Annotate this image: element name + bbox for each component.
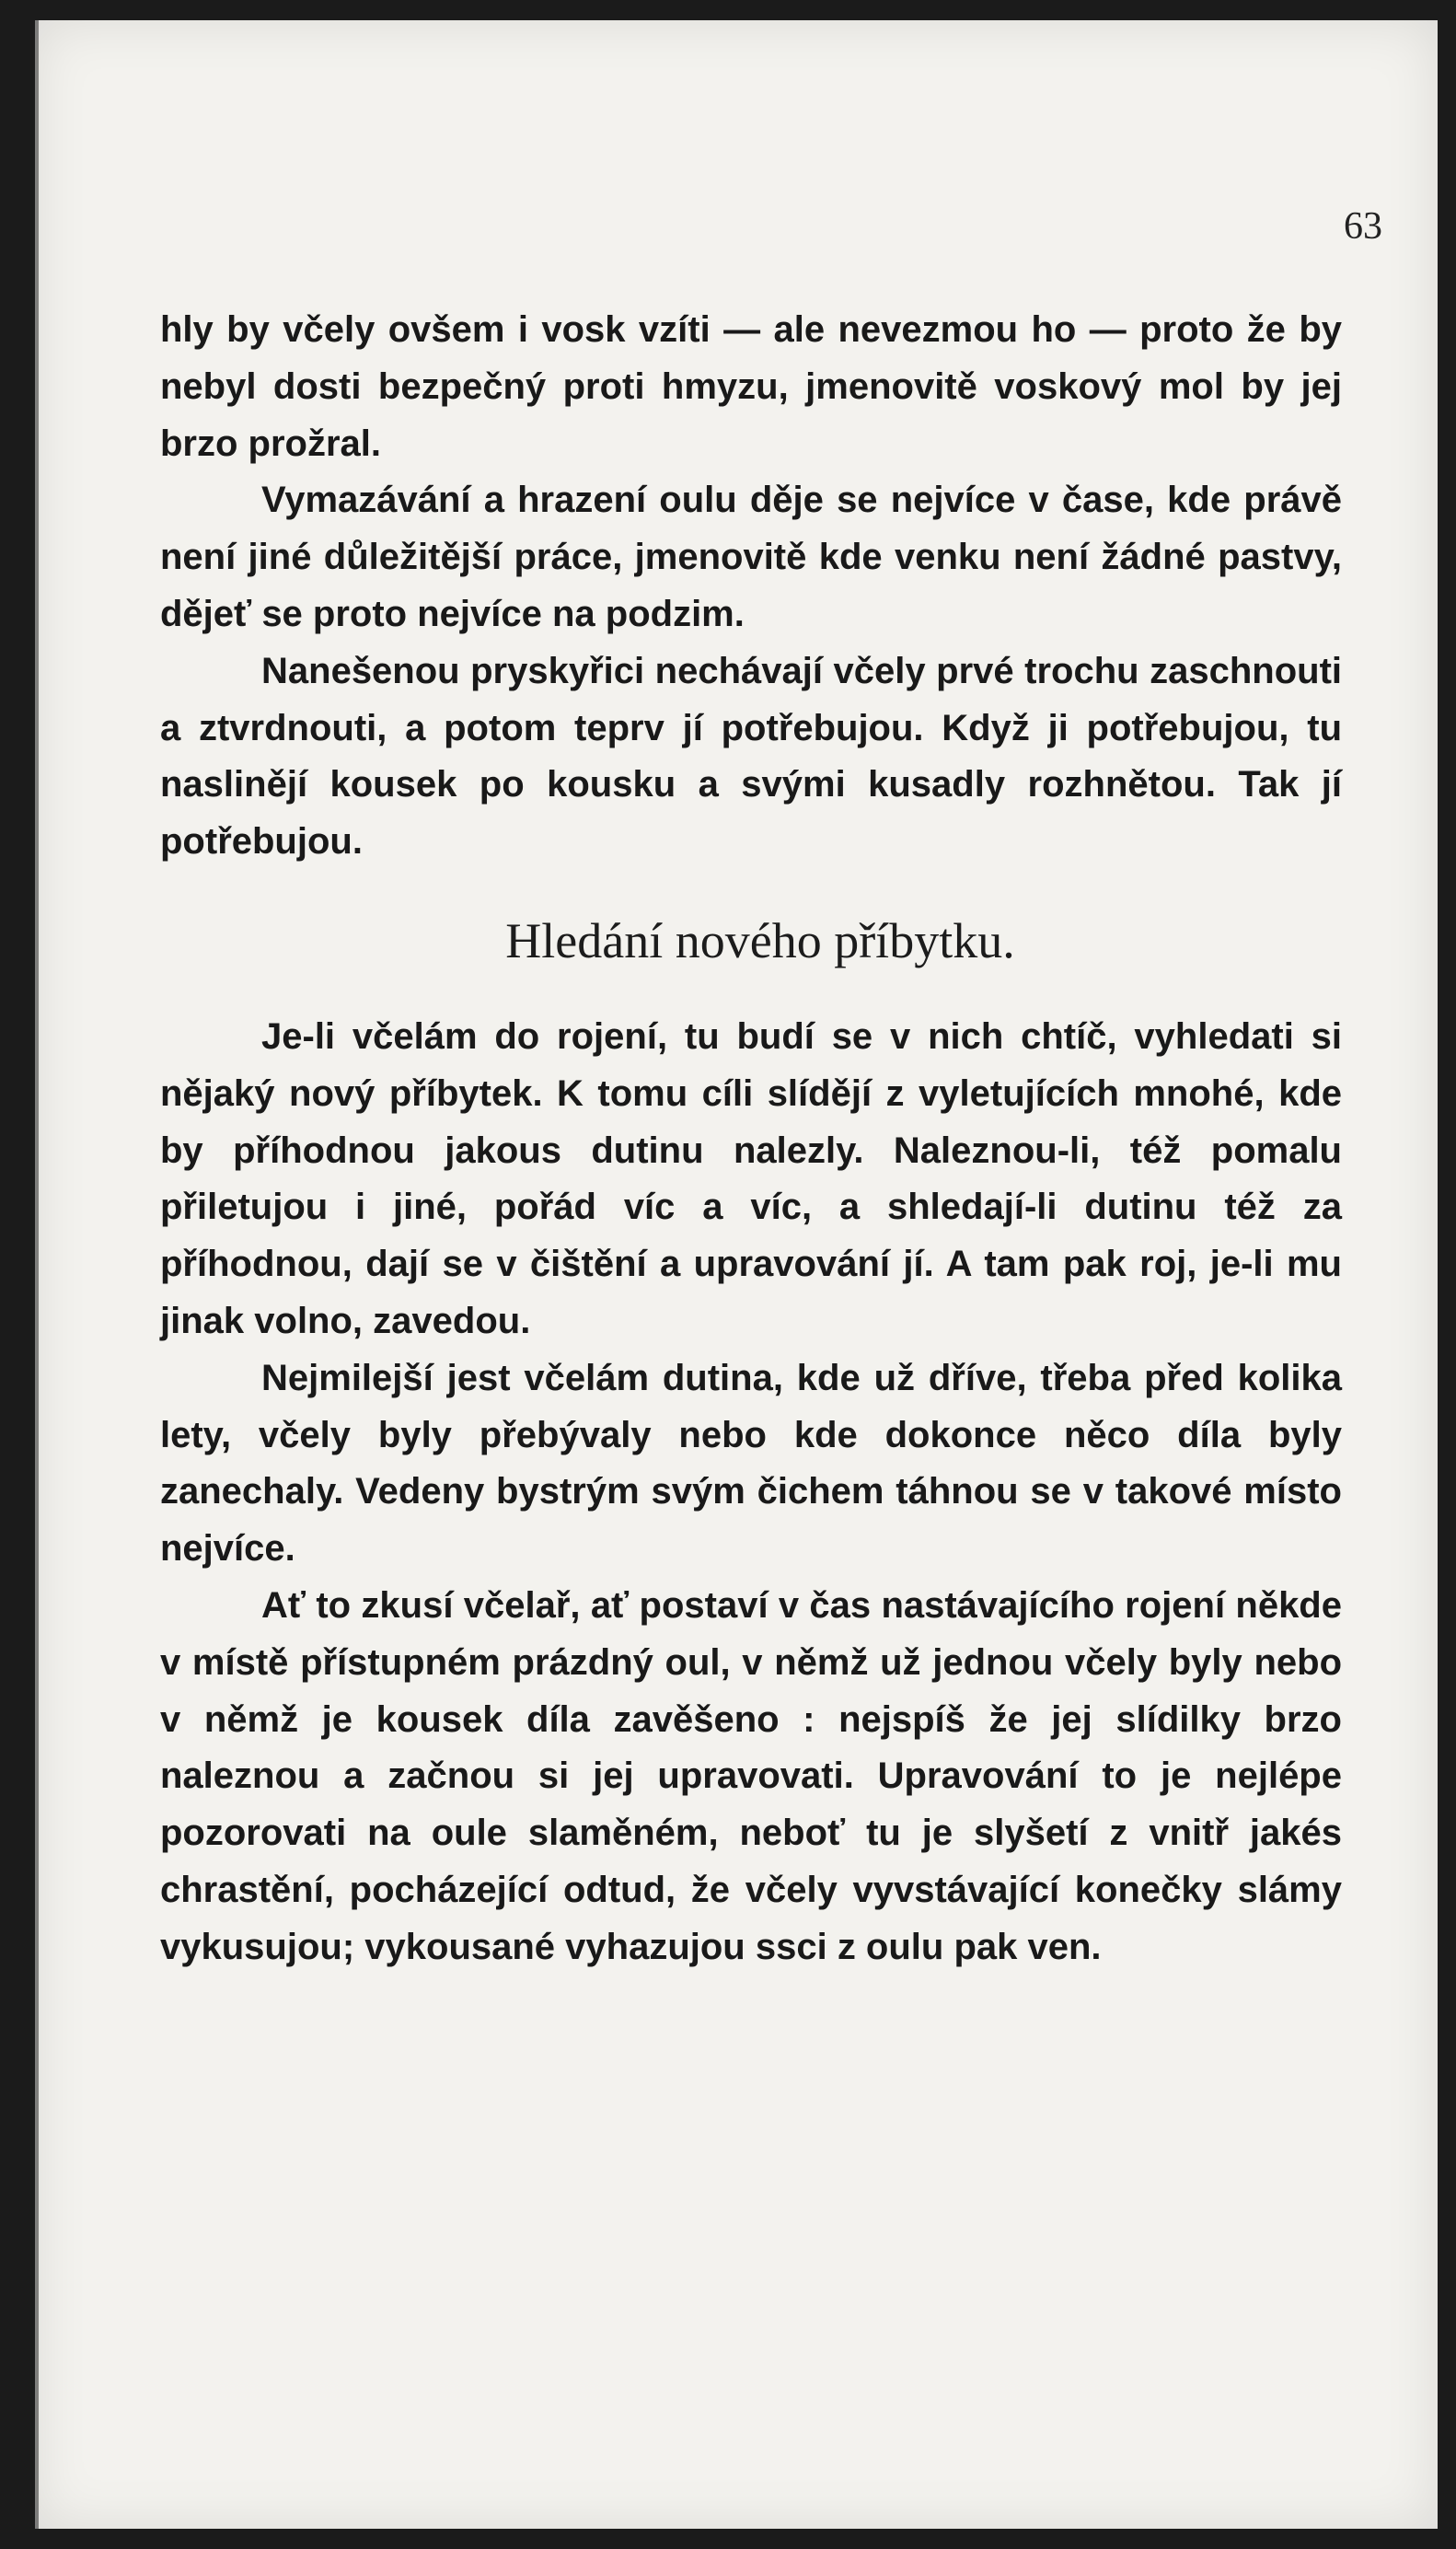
book-page [35,20,1438,2529]
section-heading: Hledání nového příbytku. [505,912,1015,968]
paragraph-4: Je-li včelám do rojení, tu budí se v nich chtíč, vyhledati si nějaký nový příbytek. K tomu cíli slídějí z vyletujících mnohé, kde by příhodnou jakous dutinu nalezly. Naleznou-li, též pomalu přiletujou i jiné, pořád víc a víc, a shledají-li dutinu též za příhodnou, dají se v čištění a upravování jí. A tam pak roj, je-li mu jinak volno, zavedou. [160,1015,1342,1341]
paragraph-2: Vymazávání a hrazení oulu děje se nejvíce v čase, kde právě není jiné důležitější práce, jmenovitě kde venku není žádné pastvy, dějeť se proto nejvíce na podzim. [160,480,1342,634]
binding-edge [35,20,39,2529]
paragraph-3: Nanešenou pryskyřici nechávají včely prvé trochu zaschnouti a ztvrdnouti, a potom teprv jí potřebujou. Když ji potřebujou, tu naslinějí kousek po kousku a svými kusadly rozhnětou. Tak jí potřebujou. [160,650,1342,863]
paragraph-6: Ať to zkusí včelař, ať postaví v čas nastávajícího rojení někde v místě přístupném prázdný oul, v němž už jednou včely byly nebo v němž je kousek díla zavěšeno : nejspíš že jej slídilky brzo naleznou a začnou si jej upravovati. Upravování to je nejlépe pozorovati na oule slaměném, neboť tu je slyšetí z vnitř jakés chrastění, pocházející odtud, že včely vyvstávající konečky slámy vykusujou; vykousané vyhazujou ssci z oulu pak ven. [160,1584,1342,1967]
paragraph-5: Nejmilejší jest včelám dutina, kde už dříve, třeba před kolika lety, včely byly přebývaly nebo kde dokonce něco díla byly zanechaly. Vedeny bystrým svým čichem táhnou se v takové místo nejvíce. [160,1357,1342,1570]
paragraph-1: hly by včely ovšem i vosk vzíti — ale nevezmou ho — proto že by nebyl dosti bezpečný proti hmyzu, jmenovitě voskový mol by jej brzo prožral. [160,309,1342,464]
page-number: 63 [1344,205,1382,248]
page-body [160,302,1342,1976]
